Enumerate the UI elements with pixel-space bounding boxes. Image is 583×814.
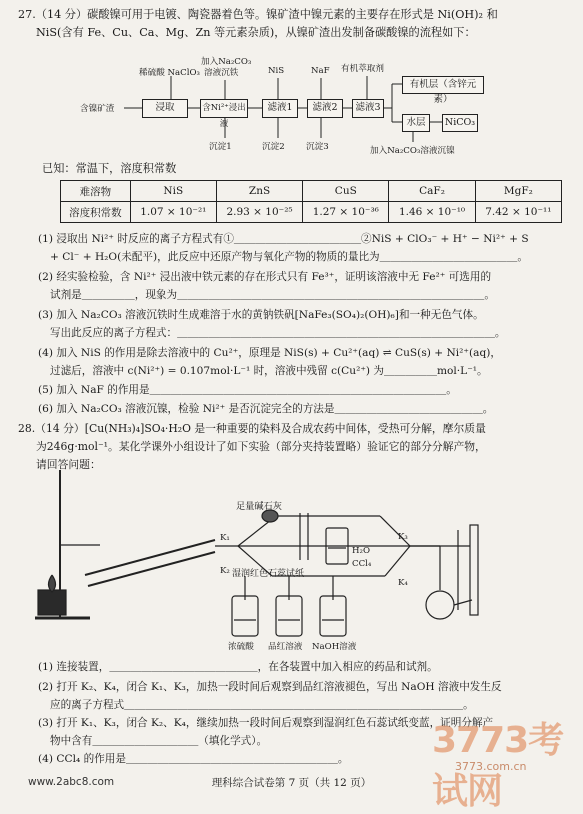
flow-start: 含镍矿渣 [80,104,115,114]
flow-ppt-3: 沉淀3 [306,142,329,152]
label-k2: K₂ [220,566,230,576]
ksp-value-cell: 7.42 × 10⁻¹¹ [475,202,561,223]
flow-reagent-1: 稀硫酸 NaClO₃ [139,68,200,78]
ksp-value-cell: 1.46 × 10⁻¹⁰ [389,202,475,223]
label-soda-lime: 足量碱石灰 [236,501,282,512]
q27-part5: (5) 加入 NaF 的作用是＿＿＿＿＿＿＿＿＿＿＿＿＿＿＿＿＿＿＿＿＿＿＿＿＿＿＿＿。 [38,384,457,396]
q27-part3-line1: (3) 加入 Na₂CO₃ 溶液沉铁时生成难溶于水的黄钠铁矾[NaFe₃(SO₄)₂(OH)₆]和一种无色气体。 [38,309,484,321]
q28-part4: (4) CCl₄ 的作用是＿＿＿＿＿＿＿＿＿＿＿＿＿＿＿＿＿＿＿＿。 [38,753,349,765]
q27-part1-line2: + Cl⁻ + H₂O(未配平)，此反应中还原产物与氧化产物的物质的量比为＿＿＿＿＿＿＿＿＿＿＿＿＿。 [50,251,528,263]
q28-intro-line1: 28.（14 分）[Cu(NH₃)₄]SO₄·H₂O 是一种重要的染料及合成农药中间体，受热可分解，摩尔质量 [18,422,486,435]
label-h2o: H₂O [352,546,370,556]
flow-step-leachate: 含Ni²⁺浸出液 [200,99,248,118]
q28-part1: (1) 连接装置，＿＿＿＿＿＿＿＿＿＿＿＿＿＿，在各装置中加入相应的药品和试剂。 [38,661,438,673]
q28-part2-line1: (2) 打开 K₂、K₄，闭合 K₁、K₃，加热一段时间后观察到品红溶液褪色，写出 NaOH 溶液中发生反 [38,681,502,693]
ksp-header-cell: CuS [303,181,389,202]
ksp-header-cell: NiS [130,181,216,202]
ksp-header-cell: ZnS [216,181,302,202]
flow-step-filtrate-1: 滤液1 [262,99,298,118]
flow-ppt-2: 沉淀2 [262,142,285,152]
q27-intro-line2: NiS(含有 Fe、Cu、Ca、Mg、Zn 等元素杂质)，从镍矿渣出发制备碳酸镍的流程如下： [36,26,476,39]
flow-product: NiCO₃ [442,114,478,132]
ksp-header-cell: CaF₂ [389,181,475,202]
q28-part3-line2: 物中含有＿＿＿＿＿＿＿＿＿＿（填化学式）。 [50,735,268,747]
flow-reagent-4: NaF [311,66,330,76]
flow-reagent-6: 加入Na₂CO₃溶液沉镍 [370,146,455,156]
watermark-logo: 3773考试网 [432,720,564,812]
flow-step-filtrate-2: 滤液2 [307,99,343,118]
ksp-value-cell: 1.07 × 10⁻²¹ [130,202,216,223]
label-k4: K₄ [398,578,408,588]
flow-ppt-1: 沉淀1 [209,142,232,152]
q27-intro-line1: 27.（14 分）碳酸镍可用于电镀、陶瓷器着色等。镍矿渣中镍元素的主要存在形式是 Ni(OH)₂ 和 [18,8,498,21]
label-sulfuric-acid: 浓硫酸 [228,642,254,652]
q28-intro-line3: 请回答问题： [36,458,101,471]
q27-part1-line1: (1) 浸取出 Ni²⁺ 时反应的离子方程式有①＿＿＿＿＿＿＿＿＿＿＿＿②NiS + ClO₃⁻ + H⁺ − Ni²⁺ + S [38,233,529,245]
flow-step-filtrate-3: 滤液3 [352,99,384,118]
watermark-url: 3773.com.cn [455,760,527,773]
label-k1-left: K₁ [220,533,230,543]
q27-part4-line1: (4) 加入 NiS 的作用是除去溶液中的 Cu²⁺，原理是 NiS(s) + Cu²⁺(aq) ⇌ CuS(s) + Ni²⁺(aq)， [38,347,501,359]
flow-step-leach: 浸取 [142,99,188,118]
q27-part2-line1: (2) 经实验检验，含 Ni²⁺ 浸出液中铁元素的存在形式只有 Fe³⁺，证明该溶液中无 Fe²⁺ 可选用的 [38,271,492,283]
ksp-header-cell: MgF₂ [475,181,561,202]
q28-part3-line1: (3) 打开 K₁、K₃，闭合 K₂、K₄，继续加热一段时间后观察到湿润红色石蕊试纸变蓝，证明分解产 [38,717,494,729]
q27-part4-line2: 过滤后，溶液中 c(Ni²⁺) = 0.107mol·L⁻¹ 时，溶液中残留 c(Cu²⁺) 为＿＿＿＿＿mol·L⁻¹。 [50,365,488,377]
ksp-value-cell: 2.93 × 10⁻²⁵ [216,202,302,223]
known-conditions: 已知：常温下，溶度积常数 [42,162,177,175]
label-magenta: 品红溶液 [268,642,303,652]
q27-part2-line2: 试剂是＿＿＿＿＿，现象为＿＿＿＿＿＿＿＿＿＿＿＿＿＿＿＿＿＿＿＿＿＿＿＿＿＿＿＿＿。 [50,289,495,301]
label-litmus: 湿润红色石蕊试纸 [232,569,305,579]
page-footer: 理科综合试卷第 7 页（共 12 页） [211,777,372,789]
q27-part3-line2: 写出此反应的离子方程式：＿＿＿＿＿＿＿＿＿＿＿＿＿＿＿＿＿＿＿＿＿＿＿＿＿＿＿＿＿＿。 [50,327,506,339]
flow-organic-layer: 有机层（含锌元素） [402,76,484,94]
flow-reagent-5: 有机萃取剂 [341,64,384,74]
flow-reagent-2a: 加入Na₂CO₃ [201,57,252,67]
label-naoh: NaOH溶液 [312,642,357,652]
q28-part2-line2: 应的离子方程式＿＿＿＿＿＿＿＿＿＿＿＿＿＿＿＿＿＿＿＿＿＿＿＿＿＿＿＿＿＿＿＿。 [50,699,474,711]
ksp-value-cell: 1.27 × 10⁻³⁶ [303,202,389,223]
ksp-header-cell: 难溶物 [61,181,131,202]
label-ccl4: CCl₄ [352,559,372,569]
label-k3: K₃ [398,532,408,542]
q28-intro-line2: 为246g·mol⁻¹。某化学课外小组设计了如下实验（部分夹持装置略）验证它的部分分解产物， [36,440,486,453]
q27-part6: (6) 加入 Na₂CO₃ 溶液沉镍，检验 Ni²⁺ 是否沉淀完全的方法是＿＿＿＿＿＿＿＿＿＿＿＿＿＿。 [38,403,494,415]
flow-reagent-3: NiS [268,66,285,76]
watermark-left: www.2abc8.com [28,776,115,788]
ksp-value-cell: 溶度积常数 [61,202,131,223]
flow-water-layer: 水层 [402,114,430,132]
flow-reagent-2b: 溶液沉铁 [204,68,239,78]
